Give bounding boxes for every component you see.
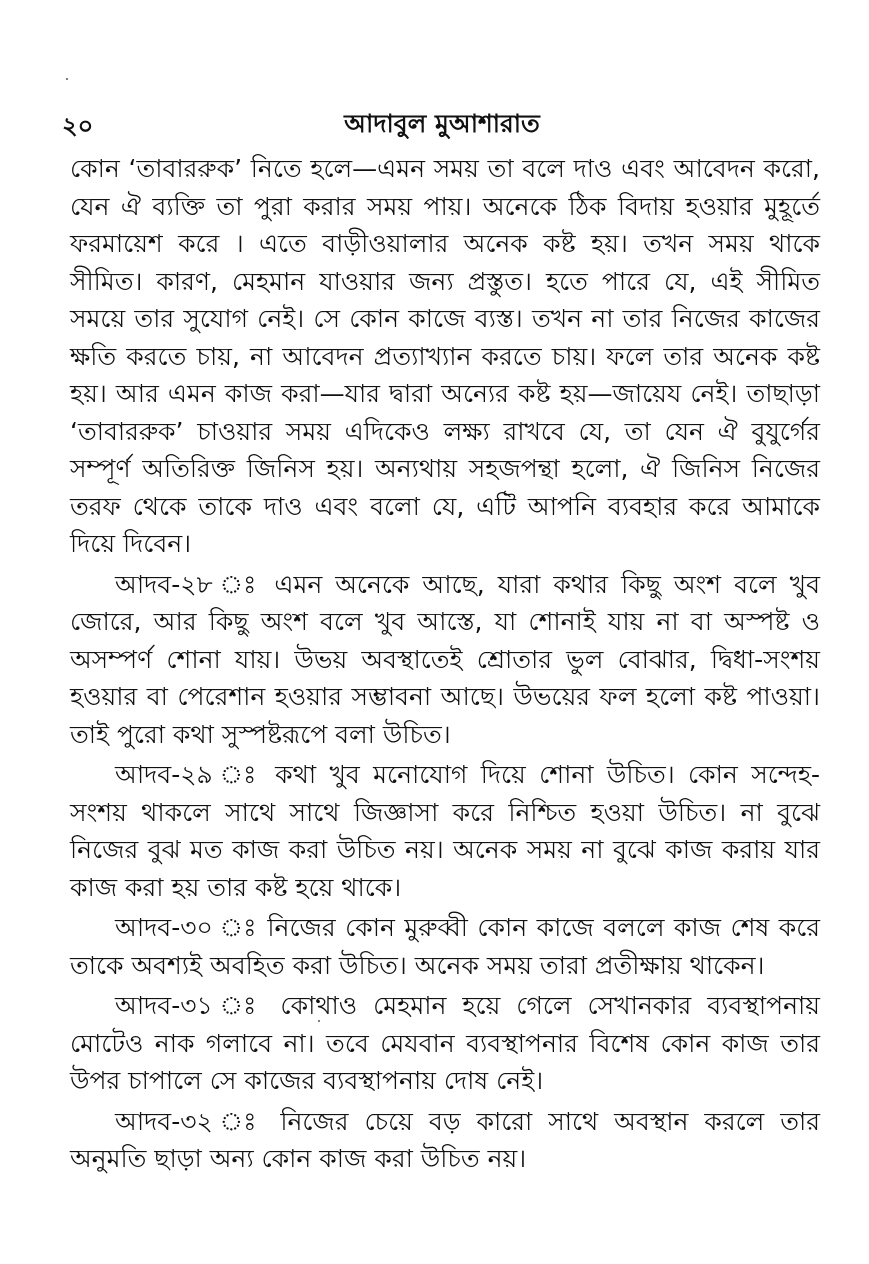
paragraph-adab-32: আদব-৩২ ঃ নিজের চেয়ে বড় কারো সাথে অবস্থান করলে তার অনুমতি ছাড়া অন্য কোন কাজ করা উচিত নয়।: [70, 1106, 820, 1173]
page-header: [62, 104, 822, 144]
body-text: [70, 150, 820, 1178]
paragraph-adab-29: আদব-২৯ ঃ কথা খুব মনোযোগ দিয়ে শোনা উচিত। কোন সন্দেহ-সংশয় থাকলে সাথে সাথে জিজ্ঞাসা করে নিশ্চিত হওয়া উচিত। না বুঝে নিজের বুঝ মত কাজ করা উচিত নয়। অনেক সময় না বুঝে কাজ করায় যার কাজ করা হয় তার কষ্ট হয়ে থাকে।: [70, 760, 820, 902]
print-speck: [66, 78, 68, 80]
paragraph-adab-28: আদব-২৮ ঃ এমন অনেকে আছে, যারা কথার কিছু অংশ বলে খুব জোরে, আর কিছু অংশ বলে খুব আস্তে, যা শোনাই যায় না বা অস্পষ্ট ও অসম্পর্ণ শোনা যায়। উভয় অবস্থাতেই শ্রোতার ভুল বোঝার, দ্বিধা-সংশয় হওয়ার বা পেরেশান হওয়ার সম্ভাবনা আছে। উভয়ের ফল হলো কষ্ট পাওয়া। তাই পুরো কথা সুস্পষ্টরূপে বলা উচিত।: [70, 569, 820, 749]
page-number: ২০: [62, 112, 94, 140]
paragraph-adab-31: আদব-৩১ ঃ কোথাও মেহমান হয়ে গেলে সেখানকার ব্যবস্থাপনায় মোটেও নাক গলাবে না। তবে মেযবান ব্যবস্থাপনার বিশেষ কোন কাজ তার উপর চাপালে সে কাজের ব্যবস্থাপনায় দোষ নেই।: [70, 991, 820, 1095]
running-title: আদাবুল মুআশারাত: [344, 109, 540, 138]
paragraph-intro: কোন ‘তাবাররুক’ নিতে হলে—এমন সময় তা বলে দাও এবং আবেদন করো, যেন ঐ ব্যক্তি তা পুরা করার সময় পায়। অনেকে ঠিক বিদায় হওয়ার মুহূর্তে ফরমায়েশ করে । এতে বাড়ীওয়ালার অনেক কষ্ট হয়। তখন সময় থাকে সীমিত। কারণ, মেহমান যাওয়ার জন্য প্রস্তুত। হতে পারে যে, এই সীমিত সময়ে তার সুযোগ নেই। সে কোন কাজে ব্যস্ত। তখন না তার নিজের কাজের ক্ষতি করতে চায়, না আবেদন প্রত্যাখ্যান করতে চায়। ফলে তার অনেক কষ্ট হয়। আর এমন কাজ করা—যার দ্বারা অন্যের কষ্ট হয়—জায়েয নেই। তাছাড়া ‘তাবাররুক’ চাওয়ার সময় এদিকেও লক্ষ্য রাখবে যে, তা যেন ঐ বুযুর্গের সম্পূর্ণ অতিরিক্ত জিনিস হয়। অন্যথায় সহজপন্থা হলো, ঐ জিনিস নিজের তরফ থেকে তাকে দাও এবং বলো যে, এটি আপনি ব্যবহার করে আমাকে দিয়ে দিবেন।: [70, 154, 820, 558]
paragraph-adab-30: আদব-৩০ ঃ নিজের কোন মুরুব্বী কোন কাজে বললে কাজ শেষ করে তাকে অবশ্যই অবহিত করা উচিত। অনেক সময় তারা প্রতীক্ষায় থাকেন।: [70, 913, 820, 980]
